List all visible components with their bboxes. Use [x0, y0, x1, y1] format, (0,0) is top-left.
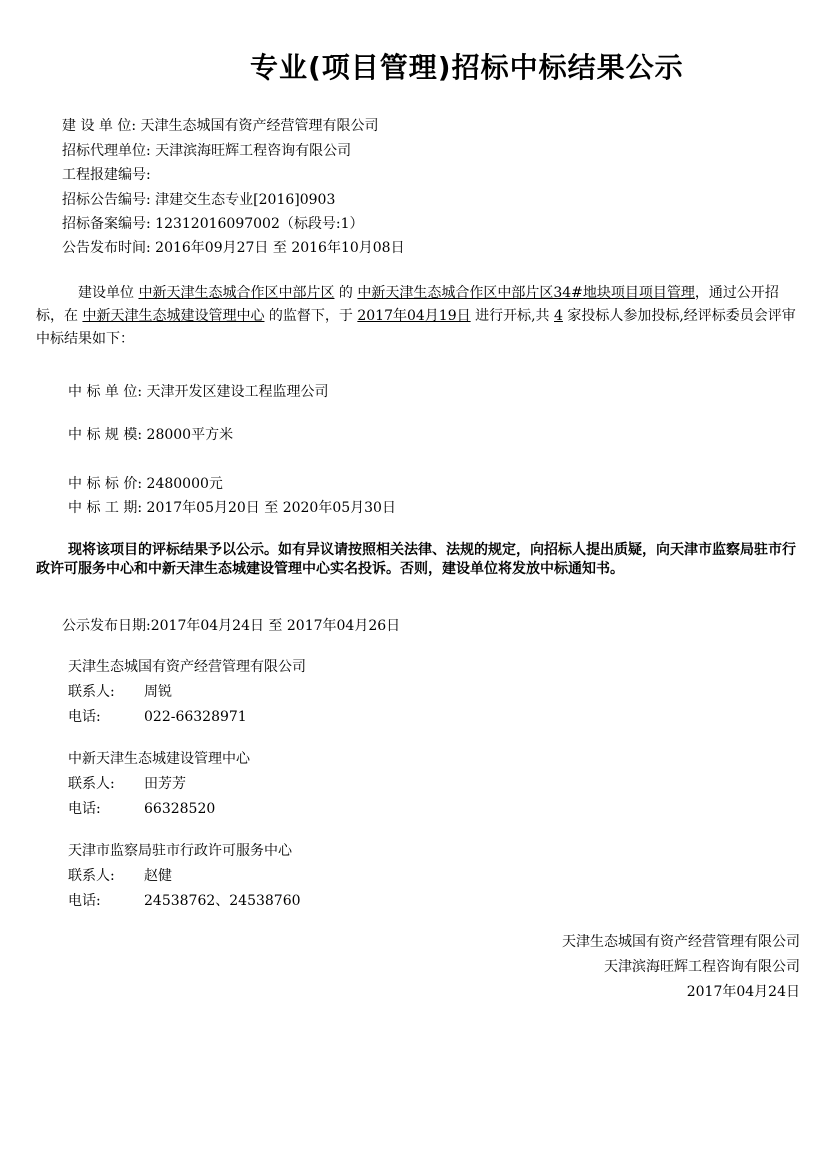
intro-text: 的监督下，于	[268, 308, 353, 324]
intro-text: 的	[338, 285, 353, 301]
contact-label: 电话:	[68, 709, 101, 725]
result-label: 中 标 工 期:	[68, 500, 143, 516]
publicity-period: 公示发布日期:2017年04月24日 至 2017年04月26日	[62, 618, 401, 634]
contact-value: 24538762、24538760	[144, 893, 301, 909]
result-label: 中 标 标 价:	[68, 476, 143, 492]
info-label: 招标公告编号:	[62, 192, 151, 208]
notice-paragraph: 现将该项目的评标结果予以公示。如有异议请按照相关法律、法规的规定，向招标人提出质疑，向天津市监察局驻市行政许可服务中心和中新天津生态城建设管理中心实名投诉。否则，建设单位将发放中标通知书。	[36, 542, 796, 577]
contact-person	[68, 682, 172, 702]
result-value: 2480000元	[146, 476, 223, 492]
result-winner	[68, 382, 329, 402]
info-value: 2016年09月27日 至 2016年10月08日	[155, 240, 405, 256]
info-label: 招标代理单位:	[62, 143, 151, 159]
contact-value: 022-66328971	[144, 709, 247, 725]
info-value: 天津生态城国有资产经营管理有限公司	[140, 118, 379, 134]
supervisor-name: 中新天津生态城建设管理中心	[82, 308, 265, 324]
contact-phone	[68, 891, 301, 911]
intro-paragraph	[36, 282, 802, 351]
builder-name: 中新天津生态城合作区中部片区	[138, 285, 335, 301]
result-value: 天津开发区建设工程监理公司	[146, 384, 329, 400]
contact-label: 联系人:	[68, 776, 115, 792]
contact-value: 田芳芳	[144, 776, 186, 792]
signature-date: 2017年04月24日	[686, 984, 800, 1000]
contact-phone	[68, 799, 215, 819]
result-scale	[68, 425, 233, 445]
info-row-filing-no	[62, 214, 364, 234]
contact-person	[68, 866, 172, 886]
info-label: 招标备案编号:	[62, 216, 151, 232]
contact-org: 中新天津生态城建设管理中心	[68, 751, 250, 767]
signature-org-1: 天津生态城国有资产经营管理有限公司	[562, 934, 800, 950]
contact-label: 联系人:	[68, 684, 115, 700]
contact-person	[68, 774, 186, 794]
intro-text: 家投标人参加投标,经评标委员会评审中标结果如下：	[36, 308, 796, 347]
page-title: 专业(项目管理)招标中标结果公示	[250, 51, 684, 84]
contact-label: 电话:	[68, 801, 101, 817]
info-label: 公告发布时间:	[62, 240, 151, 256]
result-value: 28000平方米	[146, 427, 234, 443]
info-label: 工程报建编号:	[62, 167, 151, 183]
info-row-report-no	[62, 165, 151, 185]
contact-label: 联系人:	[68, 868, 115, 884]
contact-value: 周锐	[144, 684, 172, 700]
bidder-count: 4	[553, 308, 563, 324]
info-row-builder	[62, 116, 379, 136]
contact-value: 66328520	[144, 801, 216, 817]
info-row-agent	[62, 141, 351, 161]
project-name: 中新天津生态城合作区中部片区34#地块项目项目管理	[357, 285, 695, 301]
intro-text: 进行开标,共	[475, 308, 550, 324]
info-value: 天津滨海旺辉工程咨询有限公司	[155, 143, 352, 159]
result-label: 中 标 单 位:	[68, 384, 143, 400]
info-label: 建 设 单 位:	[62, 118, 137, 134]
signature-org-2: 天津滨海旺辉工程咨询有限公司	[604, 959, 800, 975]
result-period	[68, 498, 396, 518]
info-row-publish-time	[62, 238, 405, 258]
opening-date: 2017年04月19日	[357, 308, 471, 324]
contact-phone	[68, 707, 247, 727]
result-label: 中 标 规 模:	[68, 427, 143, 443]
contact-org: 天津生态城国有资产经营管理有限公司	[68, 659, 306, 675]
contact-label: 电话:	[68, 893, 101, 909]
intro-text: ，通过公开招标，在	[36, 285, 779, 324]
intro-text: 建设单位	[78, 285, 134, 301]
result-value: 2017年05月20日 至 2020年05月30日	[146, 500, 396, 516]
contact-value: 赵健	[144, 868, 172, 884]
info-value: 津建交生态专业[2016]0903	[155, 192, 336, 208]
info-row-announcement-no	[62, 190, 335, 210]
contact-org: 天津市监察局驻市行政许可服务中心	[68, 843, 292, 859]
info-value: 12312016097002（标段号:1）	[155, 216, 364, 232]
result-price	[68, 474, 223, 494]
